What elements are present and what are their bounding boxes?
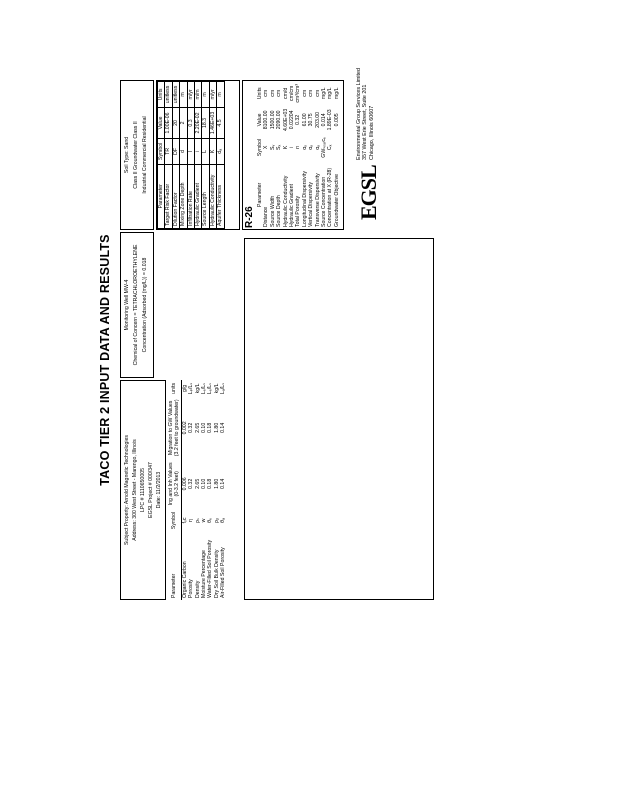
r26-table-cell: GWₛₒᵤᵣcₑ xyxy=(321,137,328,158)
gw-table-cell: L xyxy=(202,139,209,165)
gw-table-cell: m xyxy=(180,82,187,108)
subject-line5: Date: 11/2/2013 xyxy=(156,471,162,509)
soil-table-row xyxy=(181,380,188,600)
soil-table-cell: 0.18 xyxy=(207,422,214,433)
r26-table-cell: i xyxy=(289,146,296,148)
gw-table-cell: 18.3 xyxy=(202,107,209,138)
soil-table-cell: Density xyxy=(194,580,201,598)
r26-table-cell: Longitudinal Dispersivity xyxy=(301,171,308,227)
soil-parameter-table xyxy=(168,380,240,600)
r26-table-cell: mg/L xyxy=(321,87,328,100)
soil-line1: Soil Type: Sand xyxy=(124,136,130,174)
soil-table-cell: Porosity xyxy=(188,579,195,598)
soil-table-cell: 2.65 xyxy=(194,478,201,489)
r26-table-cell: cm/cm xyxy=(289,85,296,101)
r26-table-cell: cm/d xyxy=(282,87,289,99)
r26-table-cell: 8100.00 xyxy=(263,110,270,130)
r26-table-cell: αₓ xyxy=(301,145,308,150)
page-title: TACO TIER 2 INPUT DATA AND RESULTS xyxy=(98,234,112,486)
gw-table-header xyxy=(158,82,165,229)
r26-table-cell: 1.89E-03 xyxy=(327,109,334,131)
gw-header-units: Units xyxy=(158,82,165,108)
r26-table-cell: K xyxy=(282,145,289,150)
gw-table-cell: Hydraulic Gradient xyxy=(195,164,202,228)
r26-table-cell: n xyxy=(295,145,302,149)
gw-table-row xyxy=(165,82,172,229)
r26-table-cell: 0.32 xyxy=(295,114,302,125)
gw-table-cell: 2 xyxy=(180,107,187,138)
r26-table-cell: X xyxy=(263,145,270,150)
gw-table-cell: TR xyxy=(165,139,172,165)
soil-table-cell: ρₛ xyxy=(194,518,201,523)
r26-table xyxy=(242,80,344,230)
r26-heading: R-26 xyxy=(244,206,255,228)
soil-table-cell: fₒc xyxy=(181,517,188,524)
gw-table-cell: unitless xyxy=(165,82,172,108)
well-line2: Chemical of Concern = TETRACHLOROETHYLENE xyxy=(133,244,139,366)
r26-table-cell xyxy=(334,134,340,161)
soil-table-cell: Air-Filled Soil Porosity xyxy=(220,547,227,598)
gw-table-cell: 20 xyxy=(172,107,179,138)
r26-table-cell: mg/L xyxy=(333,87,340,100)
r26-table-cell: Transverse Dispersivity xyxy=(314,173,321,227)
r26-table-cell: Sᵥ xyxy=(269,144,276,150)
r26-table-cell: 0.02204 xyxy=(289,110,296,130)
soil-table-cell: 0.32 xyxy=(188,422,195,433)
gw-table-cell: 0.3 xyxy=(187,107,194,138)
gw-table-row xyxy=(172,82,179,229)
r26-table-cell: cm xyxy=(263,89,270,97)
r26-table-cell: Sₓ xyxy=(276,144,283,151)
soil-table-cell: 1.80 xyxy=(213,422,220,433)
r26-table-cell: 30.75 xyxy=(308,113,315,127)
r26-table-cell: cm xyxy=(269,89,276,97)
gw-table-cell: dₐ xyxy=(217,139,224,165)
company-name: Environmental Group Services Limited xyxy=(356,68,362,160)
gw-table-cell: m xyxy=(202,82,209,108)
well-box xyxy=(120,232,154,378)
r26-table-cell: mg/L xyxy=(327,87,334,100)
gw-table-cell: i xyxy=(195,139,202,165)
r26-table-cell: Source Depth xyxy=(276,195,283,227)
soil-box xyxy=(120,80,154,230)
r26-table-cell: Cₓ xyxy=(327,144,334,151)
soil-table-cell: ρᵦ xyxy=(213,518,220,523)
company-address xyxy=(356,68,375,160)
r26-table-cell: αᵧ xyxy=(314,145,321,150)
r26-table-cell: Source Concentration xyxy=(321,176,328,227)
soil-table-row xyxy=(220,380,226,600)
soil-table-cell: 0.10 xyxy=(201,478,208,489)
soil-table-cell: 0.006 xyxy=(181,477,188,491)
company-address-line2: Chicago, Illinois 60607 xyxy=(368,105,375,160)
r26-table-cell: cm xyxy=(314,89,321,97)
subject-line4: EGSL Project # 000/347 xyxy=(148,462,154,518)
soil-table-cell: θₑ xyxy=(207,518,214,523)
r26-table-row xyxy=(334,81,340,229)
soil-table-cell: Water-Filled Soil Porosity xyxy=(207,539,214,598)
gw-table-row xyxy=(180,82,187,229)
gw-table-cell: Aquifer Thickness xyxy=(217,164,224,228)
r26-table-cell: cm xyxy=(308,89,315,97)
gw-table-cell: 2.20E-02 xyxy=(195,107,202,138)
r26-table-cell: 61.00 xyxy=(301,113,308,127)
soil-table-cell: 0.14 xyxy=(220,478,227,489)
gw-table-row xyxy=(209,82,216,229)
gw-table-cell: 1.00E-06 xyxy=(165,107,172,138)
r26-header-units: Units xyxy=(257,87,263,100)
gw-table-row xyxy=(195,82,202,229)
gw-table-cell: m/m xyxy=(195,82,202,108)
soil-table-cell: 0.18 xyxy=(207,478,214,489)
soil-table-cell: Dry Soil Bulk Density xyxy=(213,549,220,598)
gw-header-symbol: Symbol xyxy=(158,139,165,165)
r26-table-cell: 203.00 xyxy=(314,111,321,128)
soil-table-cell: θₐ xyxy=(220,518,227,523)
company-logo: EGSL xyxy=(356,165,381,220)
soil-table-cell: 0.002 xyxy=(181,421,188,435)
soil-table-cell: 0.10 xyxy=(201,422,208,433)
r26-table-cell: Hydraulic Gradient xyxy=(289,184,296,227)
soil-table-cell: 0.32 xyxy=(188,478,195,489)
r26-table-cell: 2090.00 xyxy=(276,110,283,130)
gw-table-cell: Target Risk Factor xyxy=(165,164,172,228)
soil-table-cell: 1.80 xyxy=(213,478,220,489)
r26-table-cell: 0.005 xyxy=(333,113,340,127)
r26-table-cell: Groundwater Objective xyxy=(333,173,340,227)
gw-table-cell: 4.5 xyxy=(217,107,224,138)
soil-line3: Industrial Commercial Residential xyxy=(142,116,148,194)
soil-table-cell: Organic Carbon xyxy=(181,561,188,598)
r26-header-parameter: Parameter xyxy=(257,182,263,207)
gw-table-cell: d xyxy=(180,139,187,165)
gw-table-cell: Dilution Factor xyxy=(172,164,179,228)
soil-table-cell: Lₑ/Lₛ xyxy=(207,382,214,394)
rotated-page xyxy=(92,30,542,690)
gw-table-cell: Source Length xyxy=(202,164,209,228)
soil-table-cell: 2.65 xyxy=(194,422,201,433)
subject-line2: Address: 300 West Street - Marengo, Illinois xyxy=(132,439,138,541)
gw-header-parameter: Parameter xyxy=(158,164,165,228)
soil-table-cell: Lₑ/Lₛ xyxy=(201,382,208,394)
soil-header-parameter: Parameter xyxy=(168,532,181,600)
company-address-line1: 357 West Erie Street, Suite 201 xyxy=(362,84,369,160)
gw-header-value: Value xyxy=(158,107,165,138)
r26-table-cell: cm xyxy=(276,89,283,97)
soil-table-cell: g/g xyxy=(181,384,188,393)
r26-table-cell: Vertical Dispersivity xyxy=(308,182,315,227)
r26-table-cell: Source Width xyxy=(269,195,276,227)
well-line3: Concentration (Adsorbed (mg/L)) = 0.018 xyxy=(142,257,148,353)
gw-table-row xyxy=(202,82,209,229)
soil-table-cell: 0.14 xyxy=(220,422,227,433)
soil-table-cell: η xyxy=(188,519,195,522)
soil-header-units: units xyxy=(168,380,181,397)
gw-table-cell: m/yr xyxy=(209,82,216,108)
subject-line3: LPC # 1110650005 xyxy=(140,468,146,512)
r26-table-cell: Total Porosity xyxy=(295,195,302,227)
soil-table-cell: kg/L xyxy=(194,383,201,394)
r26-table-cell: αᵧ xyxy=(308,145,315,150)
soil-header-migration: Migration to GW Values (3.2 feet to groundwater) xyxy=(168,397,181,459)
r26-table-cell: cm xyxy=(301,89,308,97)
soil-table-cell: Moisture Percentage xyxy=(201,550,208,598)
subject-line1: Subject Property: Arnold Magnetic Technologies xyxy=(124,434,130,546)
gw-table-cell: Mixing Zone Depth xyxy=(180,164,187,228)
r26-table-cell: cm³/cm³ xyxy=(295,83,302,103)
soil-table-cell: Lₚ/Lₛ xyxy=(188,382,195,395)
gw-table-cell: I xyxy=(187,139,194,165)
r26-table-cell: 0.014 xyxy=(321,113,328,127)
soil-header-ing: Ing and Inh Values (0-3.2 feet) xyxy=(168,459,181,509)
gw-table-cell: m xyxy=(217,82,224,108)
gw-table-cell: Hydraulic Conductivity xyxy=(209,164,216,228)
well-line1: Monitoring Well MW-4 xyxy=(124,279,130,331)
soil-table-header xyxy=(168,380,181,600)
soil-line2: Class II Groundwater Class II xyxy=(133,121,139,189)
gw-table-cell: unitless xyxy=(172,82,179,108)
gw-table-cell: m/yr xyxy=(187,82,194,108)
r26-table-cell: Hydraulic Conductivity xyxy=(282,175,289,227)
r26-header-value: Value xyxy=(257,113,263,127)
soil-table-cell: w xyxy=(201,518,208,523)
blank-panel xyxy=(244,238,434,600)
soil-table-cell: Lₐ/Lₛ xyxy=(220,382,227,394)
gw-table-cell: DF xyxy=(172,139,179,165)
gw-table-row xyxy=(187,82,194,229)
gw-table-cell: 1.46E+03 xyxy=(209,107,216,138)
r26-header-symbol: Symbol xyxy=(257,138,263,157)
subject-box xyxy=(120,380,166,600)
gw-table-cell: K xyxy=(209,139,216,165)
r26-table-cell: Distance xyxy=(263,206,270,227)
gw-table-row xyxy=(217,82,224,229)
soil-header-symbol: Symbol xyxy=(168,509,181,532)
gw-table-cell: Infiltration Rate xyxy=(187,164,194,228)
r26-table-cell: Concentration at X (R-28) xyxy=(327,167,334,227)
r26-table-cell: 1500.00 xyxy=(269,110,276,130)
r26-table-cell: 4.60E+03 xyxy=(282,108,289,132)
gw-parameter-table xyxy=(156,80,240,230)
soil-table-cell: kg/L xyxy=(213,383,220,394)
